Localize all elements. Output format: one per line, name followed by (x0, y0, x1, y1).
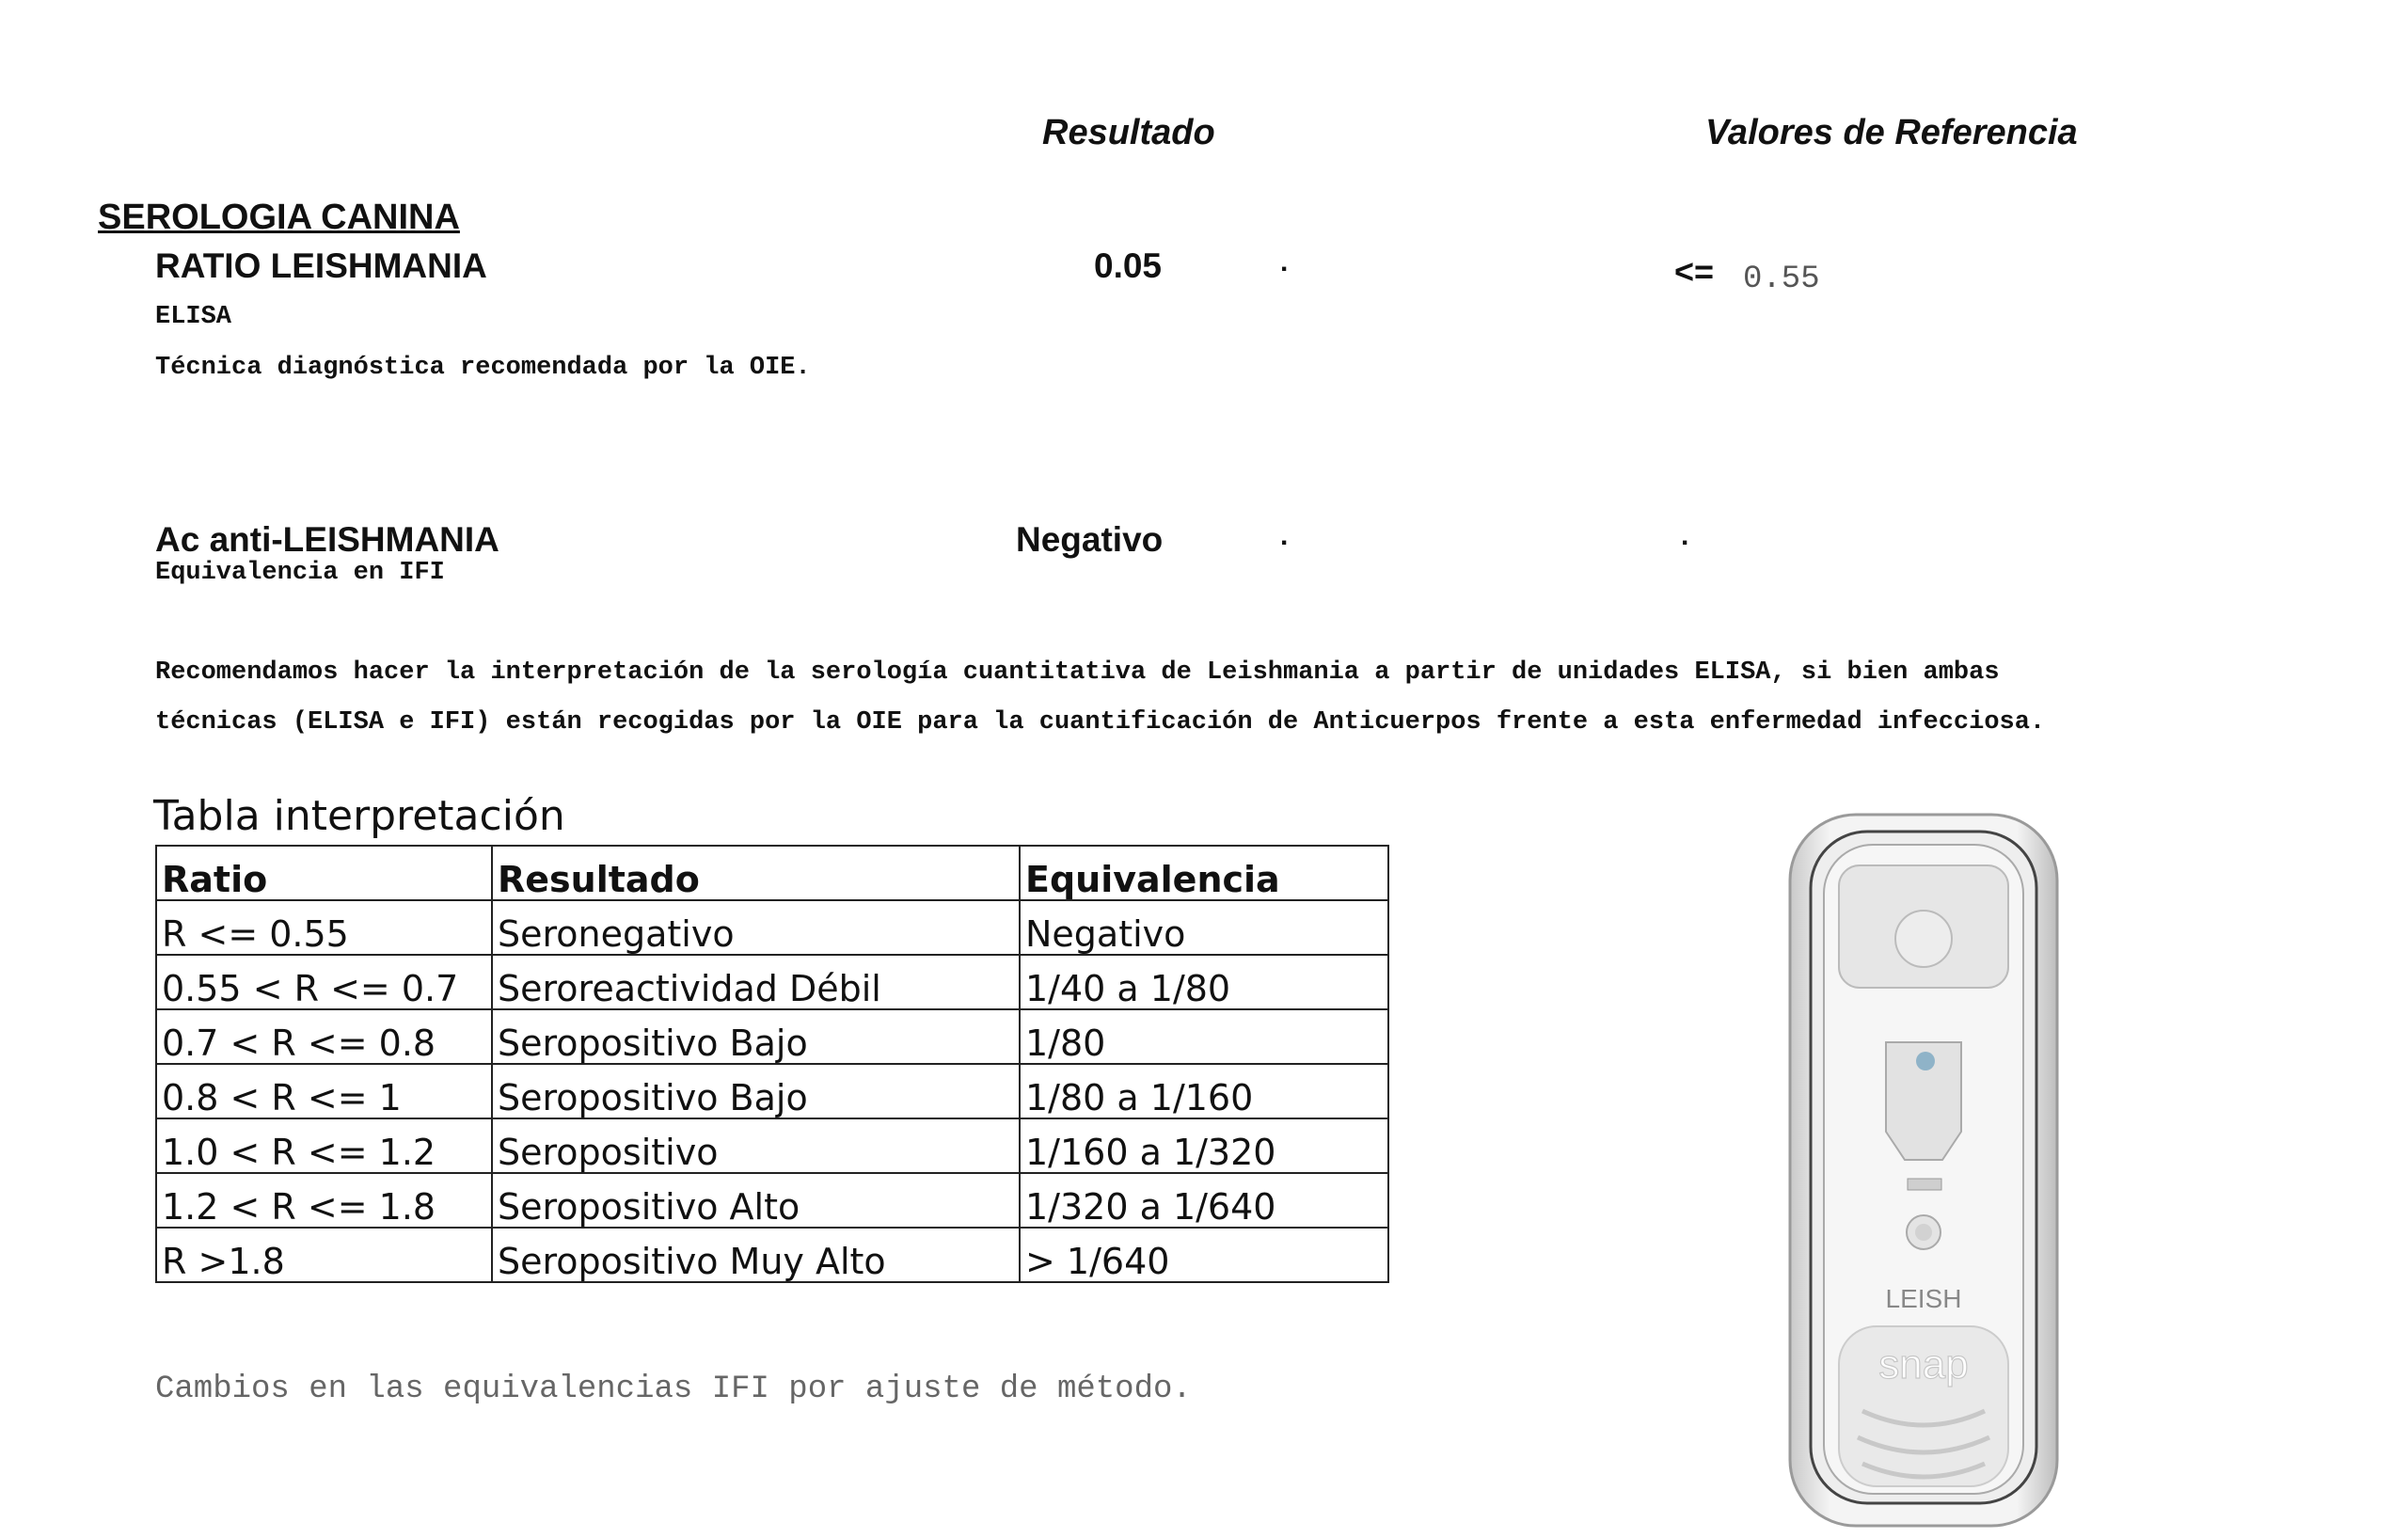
result-cell: Seronegativo (492, 900, 1020, 955)
result-cell: Seroreactividad Débil (492, 955, 1020, 1009)
ac-test-method: Equivalencia en IFI (155, 559, 445, 587)
recommendation-line-1: Recomendamos hacer la interpretación de la serología cuantitativa de Leishmania a partir de unidades ELISA, si bien ambas (155, 658, 2000, 687)
footnote: Cambios en las equivalencias IFI por ajuste de método. (155, 1372, 1192, 1407)
result-column-header: Resultado (1042, 113, 1215, 152)
equivalence-cell: 1/80 a 1/160 (1020, 1064, 1388, 1118)
table-row (156, 1118, 1388, 1173)
column-header: Ratio (156, 846, 492, 900)
recommendation-line-2: técnicas (ELISA e IFI) están recogidas por la OIE para la cuantificación de Anticuerpos frente a esta enfermedad infecciosa. (155, 708, 2046, 737)
ratio-test-value: 0.05 (1094, 246, 1163, 285)
column-header: Equivalencia (1020, 846, 1388, 900)
table-row (156, 900, 1388, 955)
ratio-ref-value: 0.55 (1743, 262, 1820, 297)
ratio-cell: 1.2 < R <= 1.8 (156, 1173, 492, 1228)
equivalence-cell: 1/160 a 1/320 (1020, 1118, 1388, 1173)
device-label: LEISH (1885, 1284, 1962, 1313)
ac-ref-dot: . (1681, 520, 1689, 551)
ratio-test-dot: . (1280, 246, 1289, 277)
ratio-test-note: Técnica diagnóstica recomendada por la OIE. (155, 354, 811, 382)
result-cell: Seropositivo Muy Alto (492, 1228, 1020, 1282)
equivalence-cell: 1/320 a 1/640 (1020, 1173, 1388, 1228)
result-cell: Seropositivo Bajo (492, 1064, 1020, 1118)
result-cell: Seropositivo Alto (492, 1173, 1020, 1228)
table-row (156, 1228, 1388, 1282)
ratio-ref-operator: <= (1674, 252, 1715, 291)
table-header-row (156, 846, 1388, 900)
device-brand: snap (1878, 1341, 1969, 1387)
result-cell: Seropositivo Bajo (492, 1009, 1020, 1064)
ratio-cell: 0.7 < R <= 0.8 (156, 1009, 492, 1064)
ac-test-name: Ac anti-LEISHMANIA (155, 520, 499, 559)
ratio-cell: R >1.8 (156, 1228, 492, 1282)
section-title: SEROLOGIA CANINA (98, 198, 460, 237)
ratio-test-name: RATIO LEISHMANIA (155, 246, 487, 285)
ac-test-value: Negativo (1016, 520, 1164, 559)
ratio-test-method: ELISA (155, 303, 232, 331)
snap-test-device-image (1782, 809, 2065, 1533)
reference-column-header: Valores de Referencia (1705, 113, 2078, 152)
table-row (156, 1009, 1388, 1064)
equivalence-cell: 1/40 a 1/80 (1020, 955, 1388, 1009)
table-title: Tabla interpretación (153, 792, 565, 840)
result-cell: Seropositivo (492, 1118, 1020, 1173)
equivalence-cell: > 1/640 (1020, 1228, 1388, 1282)
column-header: Resultado (492, 846, 1020, 900)
equivalence-cell: Negativo (1020, 900, 1388, 955)
ratio-cell: 1.0 < R <= 1.2 (156, 1118, 492, 1173)
ratio-cell: 0.8 < R <= 1 (156, 1064, 492, 1118)
table-row (156, 955, 1388, 1009)
ratio-cell: R <= 0.55 (156, 900, 492, 955)
equivalence-cell: 1/80 (1020, 1009, 1388, 1064)
ratio-cell: 0.55 < R <= 0.7 (156, 955, 492, 1009)
table-row (156, 1173, 1388, 1228)
ac-test-dot: . (1280, 520, 1289, 551)
table-row (156, 1064, 1388, 1118)
interpretation-table (155, 845, 1389, 1283)
